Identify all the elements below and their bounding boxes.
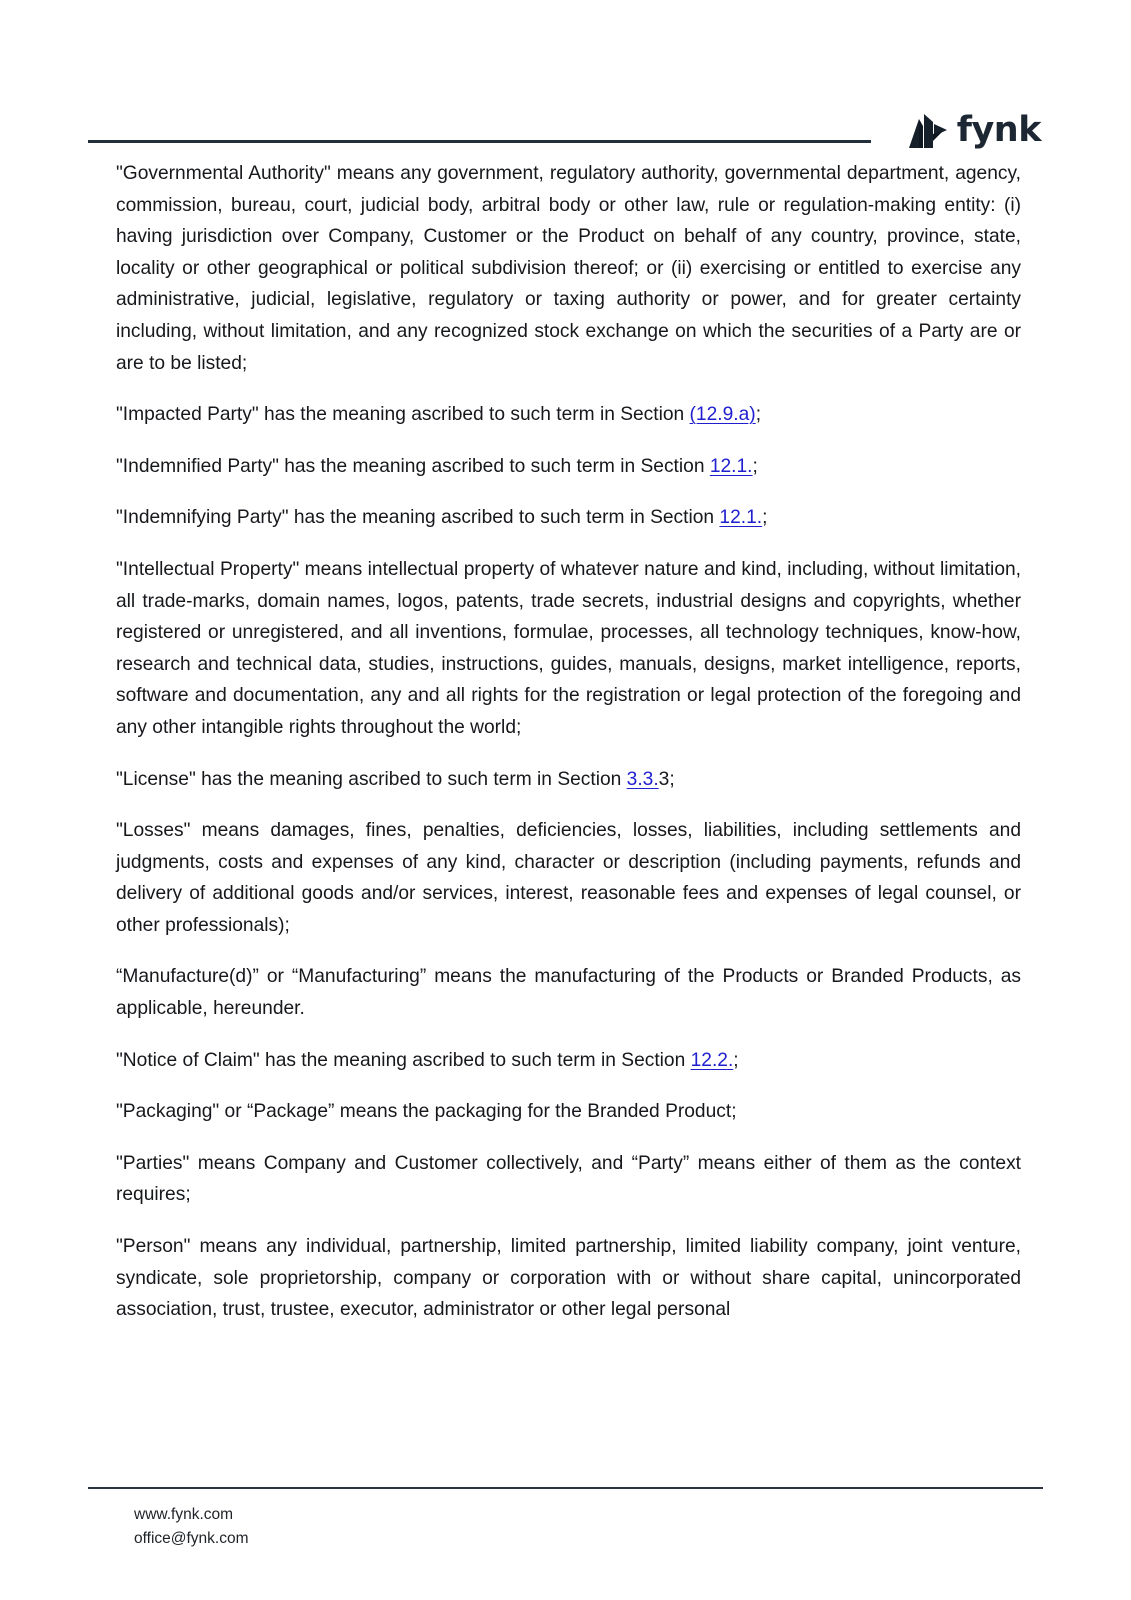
paragraph-text: "Impacted Party" has the meaning ascribed to such term in Section	[116, 404, 690, 426]
paragraph-text: "Intellectual Property" means intellectual property of whatever nature and kind, including, without limitation, all trade-marks, domain names, logos, patents, trade secrets, industrial designs and copyrights, whether registered or unregistered, and all inventions, formulae, processes, all technology techniques, know-how, research and technical data, studies, instructions, guides, manuals, designs, market intelligence, reports, software and documentation, any and all rights for the registration or legal protection of the foregoing and any other intangible rights throughout the world;	[116, 558, 1021, 738]
paragraph-text: "Indemnifying Party" has the meaning ascribed to such term in Section	[116, 507, 720, 529]
paragraph-text: "Indemnified Party" has the meaning ascribed to such term in Section	[116, 455, 710, 477]
paragraph-text: ;	[755, 404, 762, 426]
paragraph-parties	[116, 1148, 1021, 1211]
paragraph-text: ;	[733, 1049, 739, 1071]
paragraph-text: "Packaging" or “Package” means the packaging for the Branded Product;	[116, 1101, 737, 1123]
section-reference-link[interactable]: 12.1.	[709, 455, 753, 477]
footer-email: office@fynk.com	[134, 1530, 249, 1547]
paragraph-text: "Notice of Claim" has the meaning ascribed to such term in Section	[116, 1049, 691, 1071]
document-content	[116, 158, 1021, 1326]
paragraph-text: "Losses" means damages, fines, penalties, deficiencies, losses, liabilities, including settlements and judgments, costs and expenses of any kind, character or description (including payments, refunds and delivery of additional goods and/or services, interest, reasonable fees and expenses of legal counsel, or other professionals);	[116, 820, 1021, 936]
paragraph-text: 3;	[658, 768, 675, 790]
page-header	[88, 100, 1043, 158]
section-reference-link[interactable]: 12.1.	[719, 507, 763, 529]
paragraph-indemnifying-party	[116, 502, 1021, 534]
section-reference-link[interactable]: (12.9.a)	[689, 404, 756, 426]
paragraph-text: "Governmental Authority" means any government, regulatory authority, governmental department, agency, commission, bureau, court, judicial body, arbitral body or other law, rule or regulation-making entity: (i) having jurisdiction over Company, Customer or the Product on behalf of any country, province, state, locality or other geographical or political subdivision thereof; or (ii) exercising or entitled to exercise any administrative, judicial, legislative, regulatory or taxing authority or power, and for greater certainty including, without limitation, and any recognized stock exchange on which the securities of a Party are or are to be listed;	[116, 163, 1021, 374]
paragraph-text: "Person" means any individual, partnership, limited partnership, limited liability company, joint venture, syndicate, sole proprietorship, company or corporation with or without share capital, unincorporated association, trust, trustee, executor, administrator or other legal personal	[116, 1236, 1021, 1321]
paragraph-person	[116, 1231, 1021, 1326]
paragraph-notice-of-claim	[116, 1045, 1021, 1077]
footer-website: www.fynk.com	[134, 1506, 234, 1523]
page-footer	[88, 1487, 1043, 1551]
paragraph-intellectual-property	[116, 554, 1021, 744]
header-divider	[88, 140, 871, 143]
paragraph-packaging	[116, 1096, 1021, 1128]
paragraph-text: “Manufacture(d)” or “Manufacturing” means the manufacturing of the Products or Branded Products, as applicable, hereunder.	[116, 966, 1021, 1020]
paragraph-text: ;	[752, 455, 758, 477]
paragraph-text: "Parties" means Company and Customer collectively, and “Party” means either of them as the context requires;	[116, 1152, 1021, 1206]
brand-logo	[899, 108, 1043, 150]
paragraph-text: ;	[762, 507, 768, 529]
paragraph-indemnified-party	[116, 451, 1021, 483]
paragraph-impacted-party	[116, 399, 1021, 431]
paragraph-governmental-authority	[116, 158, 1021, 379]
brand-name: fynk	[956, 109, 1041, 150]
paragraph-manufacture	[116, 961, 1021, 1024]
section-reference-link[interactable]: 12.2.	[690, 1049, 734, 1071]
origami-bird-icon	[899, 108, 947, 150]
paragraph-text: "License" has the meaning ascribed to such term in Section	[116, 768, 627, 790]
paragraph-losses	[116, 815, 1021, 941]
footer-contact	[88, 1503, 1043, 1551]
paragraph-license	[116, 764, 1021, 796]
section-reference-link[interactable]: 3.3.	[626, 768, 659, 790]
footer-divider	[88, 1487, 1043, 1489]
